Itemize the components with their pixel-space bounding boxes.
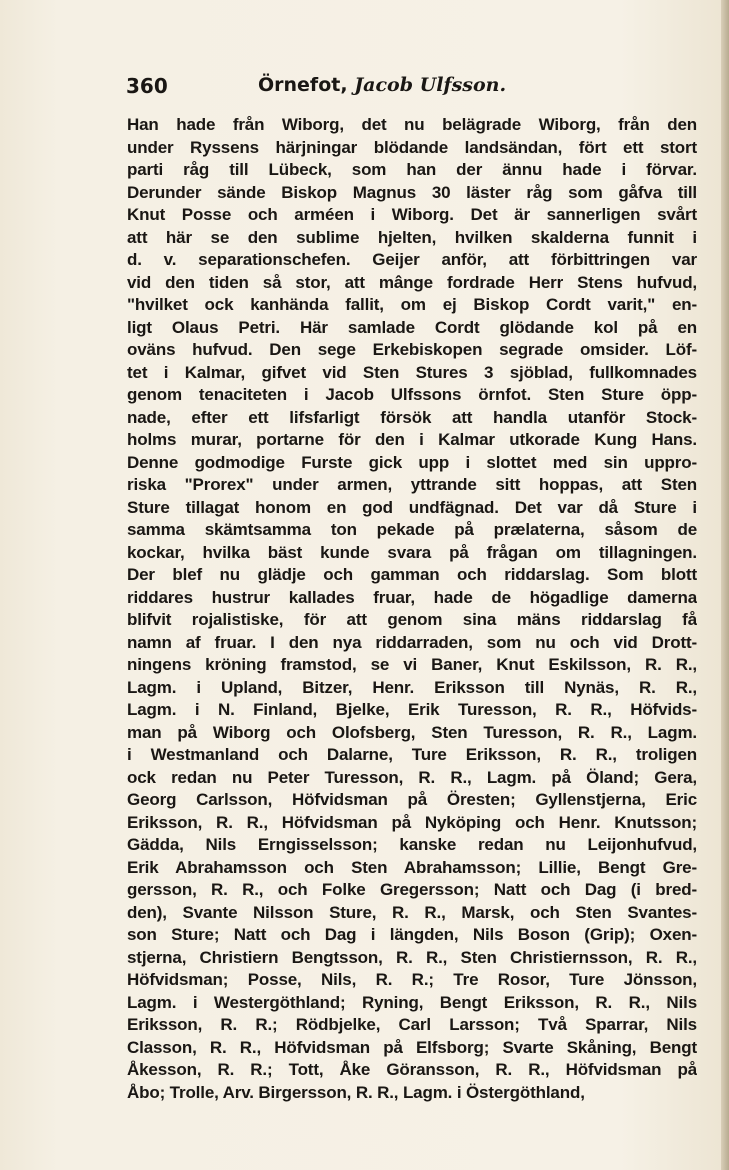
text-line: Eriksson, R. R.; Rödbjelke, Carl Larsson; Två Sparrar, Nils [127,1015,697,1034]
text-line: d. v. separationschefen. Geijer anför, att förbittringen var [127,250,697,269]
running-head-title: Örnefot, [258,74,348,96]
text-line: Åkesson, R. R.; Tott, Åke Göransson, R. R., Höfvidsman på [127,1060,697,1079]
text-line: nade, efter ett lifsfarligt försök att handla utanför Stock- [127,407,697,427]
text-line: Der blef nu glädje och gamman och riddarslag. Som blott [127,565,697,584]
text-line: under Ryssens härjningar blödande landsändan, fört ett stort [127,137,697,157]
text-line: riska "Prorex" under armen, yttrande sitt hoppas, att Sten [127,475,697,494]
running-head-author: Jacob Ulfsson. [354,74,507,96]
text-line: Erik Abrahamsson och Sten Abrahamsson; Lillie, Bengt Gre- [127,857,697,877]
page-header [126,74,686,104]
text-line: man på Wiborg och Olofsberg, Sten Turesson, R. R., Lagm. [127,722,697,742]
text-line: den), Svante Nilsson Sture, R. R., Marsk, och Sten Svantes- [127,902,697,922]
text-line: Classon, R. R., Höfvidsman på Elfsborg; Svarte Skåning, Bengt [127,1037,697,1057]
text-line: Han hade från Wiborg, det nu belägrade Wiborg, från den [127,115,697,134]
text-line: Denne godmodige Furste gick upp i slottet med sin uppro- [127,452,697,472]
text-line: Derunder sände Biskop Magnus 30 läster råg som gåfva till [127,182,697,202]
text-line: tet i Kalmar, gifvet vid Sten Stures 3 sjöblad, fullkomnades [127,362,697,382]
text-line: gersson, R. R., och Folke Gregersson; Natt och Dag (i bred- [127,880,697,899]
text-line: stjerna, Christiern Bengtsson, R. R., Sten Christiernsson, R. R., [127,947,697,967]
text-line: vid den tiden så stor, att mânge fordrade Herr Stens hufvud, [127,272,697,292]
text-line: son Sture; Natt och Dag i längden, Nils Boson (Grip); Oxen- [127,925,697,944]
text-line: blifvit rojalistiske, för att genom sina mäns riddarslag få [127,610,697,629]
page-edge [721,0,729,1170]
text-line: i Westmanland och Dalarne, Ture Eriksson, R. R., troligen [127,745,697,764]
text-line: ock redan nu Peter Turesson, R. R., Lagm. på Öland; Gera, [127,767,697,787]
text-line: parti råg till Lübeck, som han der ännu hade i förvar. [127,160,697,179]
text-line: Lagm. i Westergöthland; Ryning, Bengt Eriksson, R. R., Nils [127,992,697,1012]
text-line: "hvilket ock kanhända fallit, om ej Biskop Cordt varit," en- [127,295,697,314]
text-line: Eriksson, R. R., Höfvidsman på Nyköping och Henr. Knutsson; [127,812,697,832]
text-line: oväns hufvud. Den sege Erkebiskopen segrade omsider. Löf- [127,340,697,359]
text-line: Åbo; Trolle, Arv. Birgersson, R. R., Lagm. i Östergöthland, [127,1082,585,1102]
page-number: 360 [126,74,168,98]
text-line: att här se den sublime hjelten, hvilken skalderna funnit i [127,227,697,247]
text-line: Gädda, Nils Erngisselsson; kanske redan nu Leijonhufvud, [127,835,697,854]
text-line: genom tenaciteten i Jacob Ulfssons örnfot. Sten Sture öpp- [127,385,697,404]
text-line: samma skämtsamma ton pekade på prælaterna, såsom de [127,520,697,539]
body-text [127,114,697,1104]
text-line: Lagm. i N. Finland, Bjelke, Erik Turesson, R. R., Höfvids- [127,700,697,719]
text-line: holms murar, portarne för den i Kalmar utkorade Kung Hans. [127,430,697,449]
text-line: Georg Carlsson, Höfvidsman på Öresten; Gyllenstjerna, Eric [127,790,697,809]
text-line: riddares hustrur kallades fruar, hade de högadlige damerna [127,587,697,607]
text-line: Höfvidsman; Posse, Nils, R. R.; Tre Rosor, Ture Jönsson, [127,970,697,989]
text-line: ligt Olaus Petri. Här samlade Cordt glödande kol på en [127,317,697,337]
running-head [258,74,506,96]
text-line: Knut Posse och arméen i Wiborg. Det är sannerligen svårt [127,205,697,224]
text-line: kockar, hvilka bäst kunde svara på frågan om tillagningen. [127,542,697,562]
text-line: Lagm. i Upland, Bitzer, Henr. Eriksson till Nynäs, R. R., [127,677,697,697]
text-line: namn af fruar. I den nya riddarraden, som nu och vid Drott- [127,632,697,652]
text-line: ningens kröning framstod, se vi Baner, Knut Eskilsson, R. R., [127,655,697,674]
text-line: Sture tillagat honom en god undfägnad. Det var då Sture i [127,497,697,517]
